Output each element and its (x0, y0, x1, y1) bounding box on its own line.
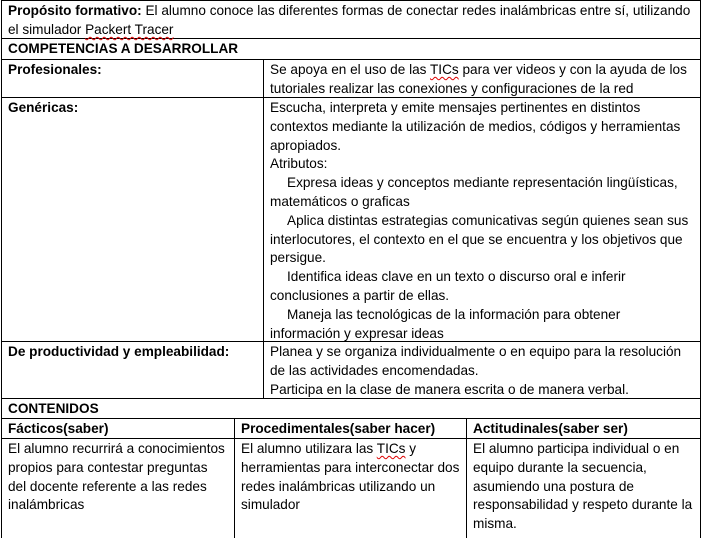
procedimentales-text-end: y herramientas para interconectar dos redes inalámbricas utilizando un simulador (241, 441, 460, 513)
proposito-label: Propósito formativo: (8, 3, 142, 18)
facticos-header: Fácticos(saber) (8, 421, 109, 436)
contenidos-body-row (1, 438, 701, 538)
atributo-item: Maneja las tecnológicas de la información para obtener información y expresar ideas (270, 306, 621, 341)
proposito-text: El alumno conoce las diferentes formas de conectar redes inalámbricas entre sí, utilizando el simulador (8, 3, 691, 37)
profesionales-row (1, 59, 701, 97)
genericas-label: Genéricas: (8, 100, 79, 115)
atributos-label: Atributos: (270, 156, 328, 172)
atributo-item: Expresa ideas y conceptos mediante representación lingüísticas, matemáticos o graficas (270, 175, 678, 209)
contenidos-header-row (1, 398, 701, 418)
profesionales-text-end: para ver videos y con la ayuda de los tutoriales realizar las conexiones y configuraciones de la red (270, 62, 687, 96)
competencias-header-row (1, 38, 701, 59)
actitudinales-text: El alumno participa individual o en equipo durante la secuencia, asumiendo una postura de responsabilidad y respeto durante la misma. (466, 439, 700, 538)
tics-word: TICs (429, 62, 459, 77)
productividad-row (1, 341, 701, 398)
tics-word: TICs (376, 441, 406, 456)
actitudinales-header: Actitudinales(saber ser) (466, 419, 700, 438)
genericas-row (1, 97, 701, 341)
productividad-text: Planea y se organiza individualmente o en equipo para la resolución de las actividades encomendadas. (270, 344, 682, 378)
contenidos-header: CONTENIDOS (8, 401, 99, 416)
productividad-text: Participa en la clase de manera escrita o de manera verbal. (270, 381, 629, 397)
facticos-text: El alumno recurrirá a conocimientos propios para contestar preguntas del docente referente a las redes inalámbricas (8, 441, 225, 513)
contenidos-columns-row (1, 418, 701, 438)
competencias-header: COMPETENCIAS A DESARROLLAR (8, 41, 239, 56)
atributo-item: Aplica distintas estrategias comunicativas según quienes sean sus interlocutores, el contexto en el que se encuentra y los objetivos que persigue. (270, 212, 689, 266)
genericas-text: Escucha, interpreta y emite mensajes pertinentes en distintos contextos mediante la utilización de medios, códigos y herramientas apropiados. (270, 100, 681, 153)
productividad-label: De productividad y empleabilidad: (8, 344, 230, 359)
profesionales-text: Se apoya en el uso de las (270, 62, 430, 77)
procedimentales-header: Procedimentales(saber hacer) (234, 419, 466, 438)
proposito-row (1, 0, 701, 38)
profesionales-label: Profesionales: (8, 62, 102, 77)
procedimentales-text: El alumno utilizara las (241, 441, 377, 456)
proposito-simulator: Packert Tracer (85, 21, 174, 37)
atributo-item: Identifica ideas clave en un texto o discurso oral e inferir conclusiones a partir de ellas. (270, 269, 626, 303)
lesson-plan-table (1, 0, 701, 538)
